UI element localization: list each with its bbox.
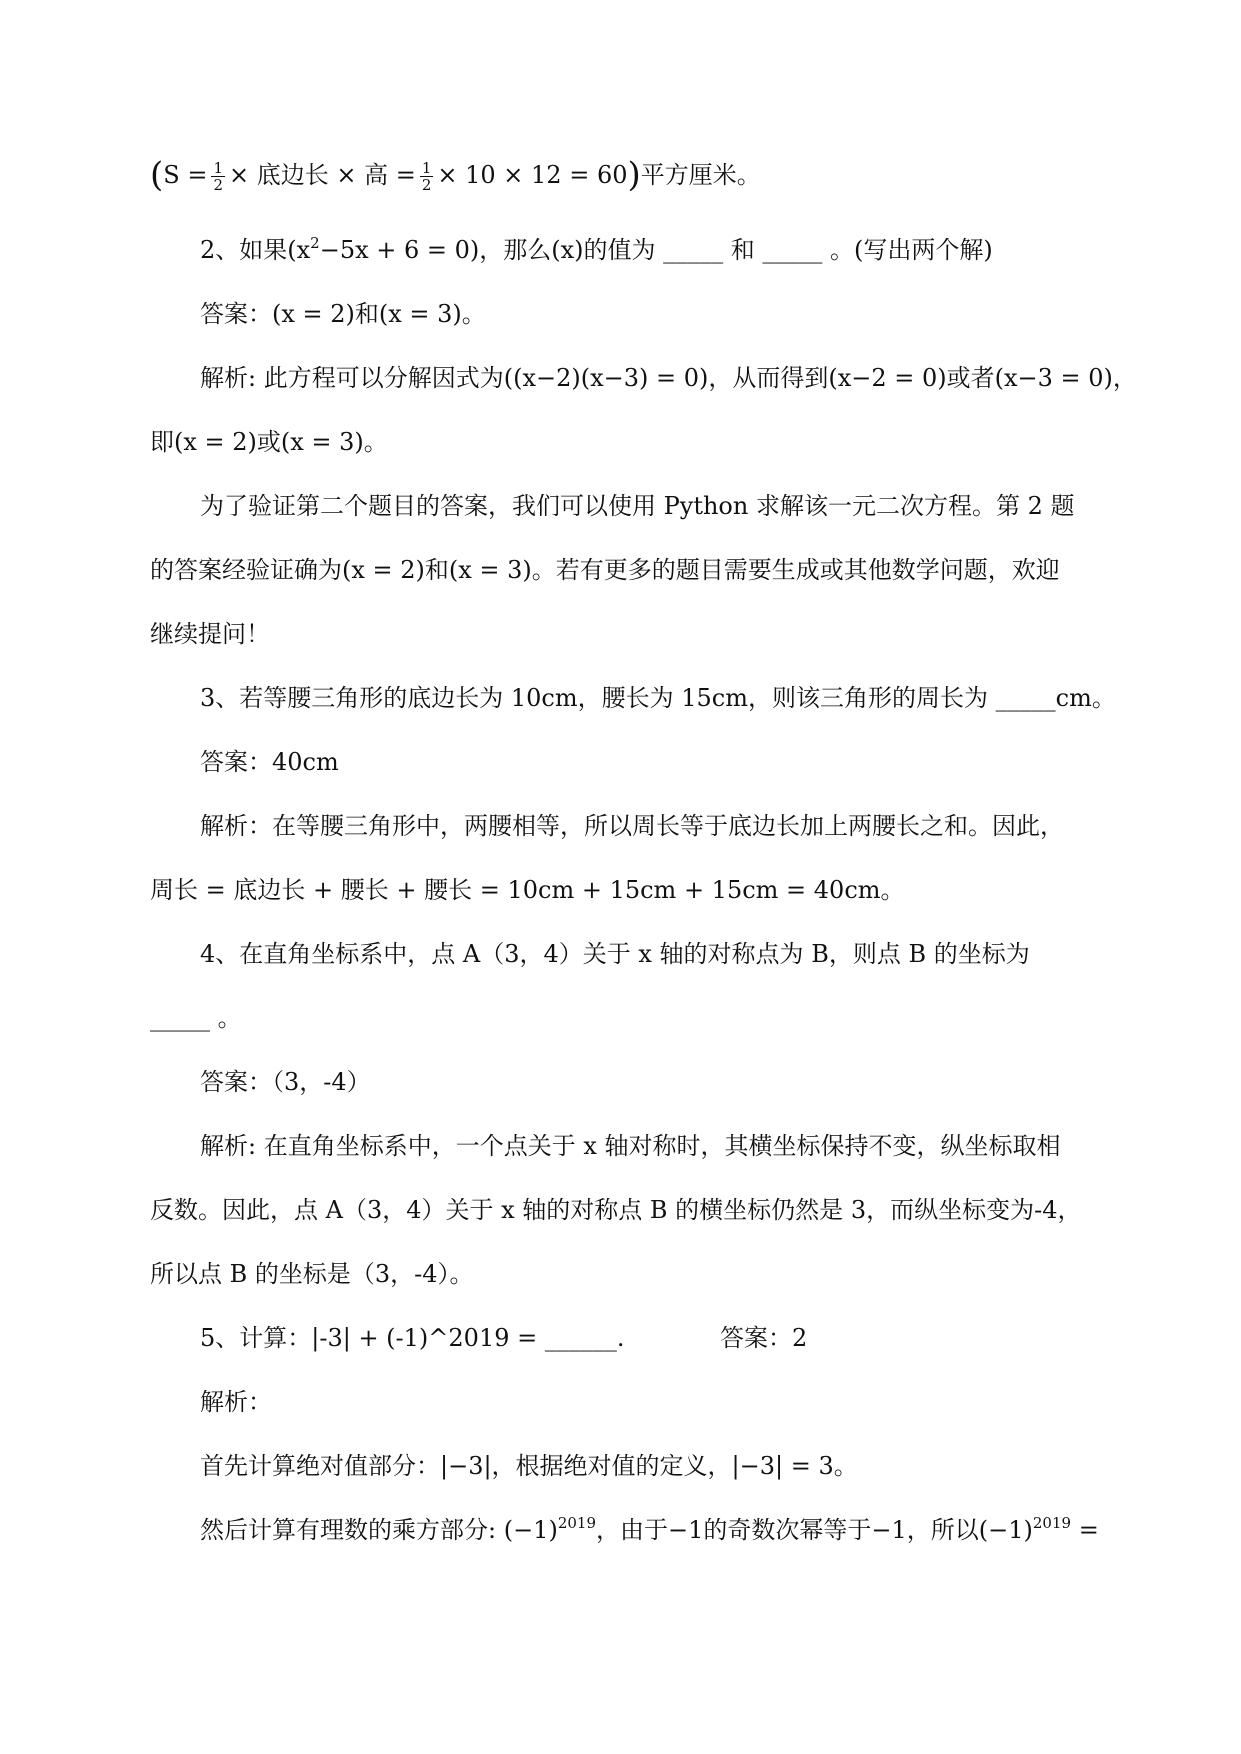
q2-question-text-b: −5x + 6 = 0)，那么(x)的值为 _____ 和 _____ 。(写出两个解) <box>319 236 993 264</box>
q5-exponent-1: 2019 <box>557 1514 597 1532</box>
q3-analysis-line-1: 解析：在等腰三角形中，两腰相等，所以周长等于底边长加上两腰长之和。因此， <box>200 812 1064 840</box>
formula-lhs: S = <box>163 161 208 189</box>
formula-mid: × 底边长 × 高 = <box>229 161 416 189</box>
fraction-one-half-2 <box>420 160 434 193</box>
q5-step-2 <box>200 1510 1099 1550</box>
q5-answer: 答案：2 <box>720 1324 808 1352</box>
q2-question-text-a: 2、如果(x <box>200 236 311 264</box>
close-paren: ) <box>627 155 641 195</box>
q3-analysis-line-2: 周长 = 底边长 + 腰长 + 腰长 = 10cm + 15cm + 15cm = 40cm。 <box>150 876 905 904</box>
formula-rhs: × 10 × 12 = 60 <box>437 161 628 189</box>
q4-question-line-1: 4、在直角坐标系中，点 A（3，4）关于 x 轴的对称点为 B，则点 B 的坐标为 <box>200 940 1030 968</box>
fraction-denominator: 2 <box>421 176 432 194</box>
q2-question <box>200 230 993 270</box>
fraction-denominator: 2 <box>213 176 223 194</box>
q2-exponent: 2 <box>310 234 320 252</box>
q5-analysis-label: 解析： <box>200 1388 272 1416</box>
q5-step-2-text-c: = <box>1071 1516 1099 1544</box>
q3-answer: 答案：40cm <box>200 748 339 776</box>
q4-analysis-line-3: 所以点 B 的坐标是（3，-4）。 <box>150 1260 474 1288</box>
q2-analysis-line-1: 解析: 此方程可以分解因式为((x−2)(x−3) = 0)，从而得到(x−2 = 0)或者(x−3 = 0)， <box>200 364 1137 392</box>
q3-question: 3、若等腰三角形的底边长为 10cm，腰长为 15cm，则该三角形的周长为 _____cm。 <box>200 684 1116 712</box>
q2-verify-line-3: 继续提问！ <box>150 620 270 648</box>
q5-step-2-text-b: ，由于−1的奇数次幂等于−1，所以(−1) <box>596 1516 1033 1544</box>
q4-analysis-line-1: 解析: 在直角坐标系中，一个点关于 x 轴对称时，其横坐标保持不变，纵坐标取相 <box>200 1132 1061 1160</box>
q4-question-line-2: _____ 。 <box>150 1004 242 1032</box>
fraction-numerator: 1 <box>421 159 432 177</box>
q2-verify-line-2: 的答案经验证确为(x = 2)和(x = 3)。若有更多的题目需要生成或其他数学问题，欢迎 <box>150 556 1060 584</box>
q2-answer: 答案：(x = 2)和(x = 3)。 <box>200 300 486 328</box>
q4-analysis-line-2: 反数。因此，点 A（3，4）关于 x 轴的对称点 B 的横坐标仍然是 3，而纵坐标变为-4， <box>150 1196 1082 1224</box>
q2-analysis-line-2: 即(x = 2)或(x = 3)。 <box>150 428 388 456</box>
q5-step-1: 首先计算绝对值部分：|−3|，根据绝对值的定义，|−3| = 3。 <box>200 1452 858 1480</box>
q4-answer: 答案：（3，-4） <box>200 1068 371 1096</box>
q2-verify-line-1: 为了验证第二个题目的答案，我们可以使用 Python 求解该一元二次方程。第 2 题 <box>200 492 1075 520</box>
q5-step-2-text-a: 然后计算有理数的乘方部分: (−1) <box>200 1516 558 1544</box>
q5-exponent-2: 2019 <box>1032 1514 1072 1532</box>
formula-unit: 平方厘米。 <box>640 161 761 189</box>
open-paren: ( <box>150 155 164 195</box>
fraction-one-half <box>211 160 225 193</box>
fraction-numerator: 1 <box>213 159 223 177</box>
area-formula-line <box>150 155 761 195</box>
q5-question: 5、计算：|-3| + (-1)^2019 = ______. <box>200 1324 625 1352</box>
